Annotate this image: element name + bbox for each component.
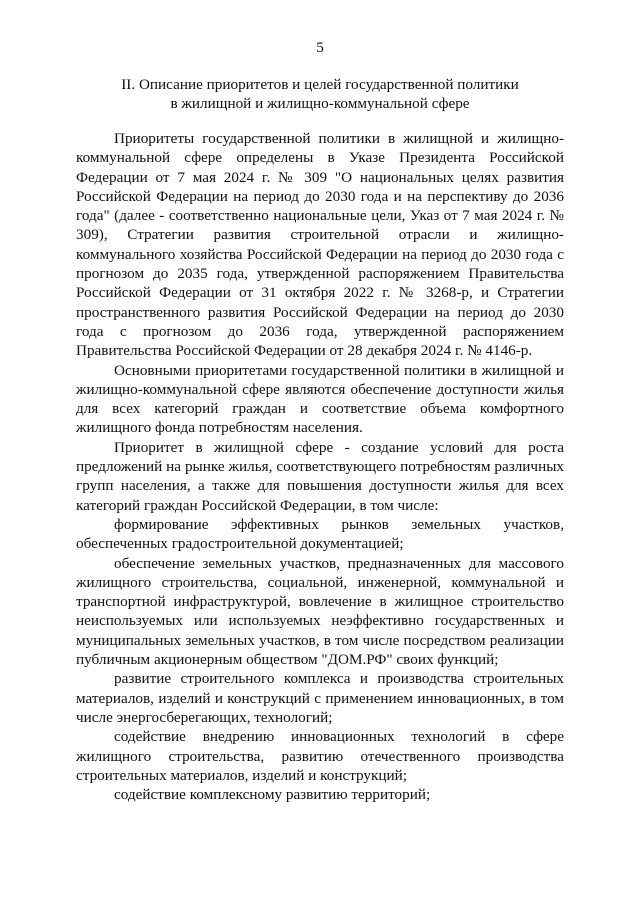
section-heading-line-2: в жилищной и жилищно-коммунальной сфере [170, 94, 470, 112]
paragraph-main-priorities: Основными приоритетами государственной политики в жилищной и жилищно-коммунальной сфере являются обеспечение доступности жилья для всех категорий граждан и соответствие объема комфортного жилищного фонда потребностям населения. [76, 361, 564, 437]
list-item-land-infrastructure: обеспечение земельных участков, предназначенных для массового жилищного строительства, социальной, инженерной, коммунальной и транспортной инфраструктурой, вовлечение в жилищное строительство неиспользуемых или используемых неэффективно государственных и муниципальных земельных участков, в том числе посредством реализации публичным акционерным обществом "ДОМ.РФ" своих функций; [76, 554, 564, 669]
list-item-land-markets: формирование эффективных рынков земельных участков, обеспеченных градостроительной документацией; [76, 515, 564, 553]
document-body [76, 129, 564, 804]
list-item-territory-development: содействие комплексному развитию территорий; [114, 786, 431, 804]
paragraph-priorities-intro: Приоритеты государственной политики в жилищной и жилищно-коммунальной сфере определены в Указе Президента Российской Федерации от 7 мая 2024 г. № 309 "О национальных целях развития Российской Федерации на период до 2030 года и на перспективу до 2036 года" (далее - соответственно национальные цели, Указ от 7 мая 2024 г. № 309), Стратегии развития строительной отрасли и жилищно-коммунального хозяйства Российской Федерации на период до 2030 года с прогнозом до 2035 года, утвержденной распоряжением Правительства Российской Федерации от 31 октября 2022 г. № 3268-р, и Стратегии пространственного развития Российской Федерации на период до 2030 года с прогнозом до 2036 года, утвержденной распоряжением Правительства Российской Федерации от 28 декабря 2024 г. № 4146-р. [76, 130, 564, 360]
section-heading [80, 76, 560, 113]
list-item-construction-complex: развитие строительного комплекса и производства строительных материалов, изделий и конструкций с применением инновационных, в том числе энергосберегающих, технологий; [76, 670, 564, 726]
list-item-innovative-technologies: содействие внедрению инновационных технологий в сфере жилищного строительства, развитию отечественного производства строительных материалов, изделий и конструкций; [76, 728, 564, 784]
section-heading-line-1: II. Описание приоритетов и целей государственной политики [121, 76, 519, 93]
paragraph-housing-priority: Приоритет в жилищной сфере - создание условий для роста предложений на рынке жилья, соответствующего потребностям различных групп населения, а также для повышения доступности жилья для всех категорий граждан Российской Федерации, в том числе: [76, 438, 564, 514]
page-number: 5 [316, 39, 324, 56]
